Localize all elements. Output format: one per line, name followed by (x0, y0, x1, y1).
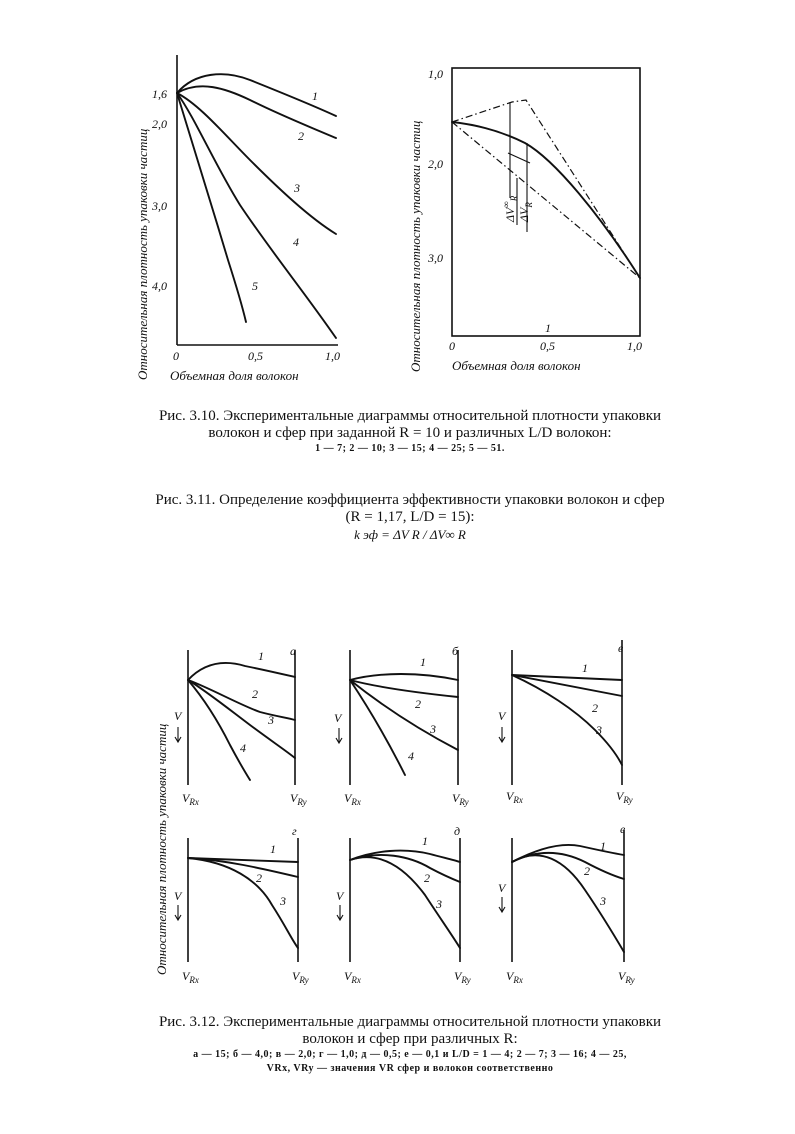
y-tick: 3,0 (152, 199, 167, 213)
panel-c (498, 640, 633, 805)
curve-label: 1 (258, 649, 264, 663)
delta-v-inf-label: $\Delta V^\infty_R$ (501, 195, 519, 222)
curve-label: 3 (268, 713, 274, 727)
y-tick: 4,0 (152, 279, 167, 293)
caption-line: волокон и сфер при заданной R = 10 и различных L/D волокон: (208, 425, 612, 441)
v-label: V (336, 889, 344, 903)
curve-label: 3 (436, 897, 442, 911)
arrow-down-icon (337, 905, 343, 920)
curve-2 (350, 855, 460, 882)
curve-4 (188, 680, 250, 780)
curve-label: 2 (298, 129, 304, 143)
panel-f (498, 822, 635, 985)
curve-label: 2 (256, 871, 262, 885)
x-left-label: $V_{Rx}$ (344, 791, 361, 807)
v-label: V (498, 881, 506, 895)
caption-line: Рис. 3.12. Экспериментальные диаграммы относительной плотности упаковки (158, 1014, 662, 1030)
caption-line: Рис. 3.10. Экспериментальные диаграммы относительной плотности упаковки (158, 408, 662, 424)
curve-label: 1 (312, 89, 318, 103)
curve-label: 1 (582, 661, 588, 675)
x-tick: 0 (173, 349, 179, 363)
x-axis-label: Объемная доля волокон (452, 358, 581, 373)
panel-a (174, 644, 307, 807)
delta-v-label: $\Delta V_R$ (517, 202, 534, 222)
curve-label: 1 (270, 842, 276, 856)
curve-label: 1 (420, 655, 426, 669)
arrow-down-icon (499, 727, 505, 742)
x-tick: 0,5 (540, 339, 555, 353)
curve-label: 1 (422, 834, 428, 848)
curve-label: 3 (600, 894, 606, 908)
caption-line: а — 15; б — 4,0; в — 2,0; г — 1,0; д — 0,5; е — 0,1 и L/D = 1 — 4; 2 — 7; 3 — 16; 4 — 25, (193, 1049, 627, 1060)
curve-label: 4 (408, 749, 414, 763)
curve-1 (188, 663, 295, 680)
formula: k эф = ΔV R / ΔV∞ R (354, 527, 466, 542)
curve-label: 2 (584, 864, 590, 878)
curve-label: 5 (252, 279, 258, 293)
x-tick: 1,0 (627, 339, 642, 353)
x-right-label: $V_{Ry}$ (290, 791, 307, 807)
panel-letter: е (620, 822, 626, 836)
curve-1 (350, 674, 458, 680)
y-tick: 2,0 (428, 157, 443, 171)
x-left-label: $V_{Rx}$ (344, 969, 361, 985)
curve-label: 2 (592, 701, 598, 715)
y-tick: 3,0 (428, 251, 443, 265)
y-axis-label: Относительная плотность упаковки частиц (154, 723, 169, 975)
panel-e (336, 824, 471, 985)
arrow-down-icon (175, 727, 181, 742)
arrow-down-icon (336, 728, 342, 743)
curve-label: 2 (415, 697, 421, 711)
x-tick: 0 (449, 339, 455, 353)
panel-b (334, 644, 469, 807)
curve-label: 4 (293, 235, 299, 249)
caption-line: (R = 1,17, L/D = 15): (345, 509, 475, 525)
caption-line: волокон и сфер при различных R: (302, 1031, 518, 1047)
panel-letter: д (454, 824, 461, 838)
x-tick: 0,5 (248, 349, 263, 363)
caption-line: 1 — 7; 2 — 10; 3 — 15; 4 — 25; 5 — 51. (315, 443, 505, 454)
panel-letter: б (452, 644, 459, 658)
panel-letter: а (290, 644, 296, 658)
x-right-label: $V_{Ry}$ (292, 969, 309, 985)
y-tick: 1,6 (152, 87, 167, 101)
curve-label: 3 (294, 181, 300, 195)
caption-line: Рис. 3.11. Определение коэффициента эффективности упаковки волокон и сфер (155, 492, 665, 508)
curve-2 (512, 853, 624, 879)
x-right-label: $V_{Ry}$ (616, 789, 633, 805)
curve-label: 3 (430, 722, 436, 736)
curve-label: 3 (280, 894, 286, 908)
curve-label: 2 (252, 687, 258, 701)
x-left-label: $V_{Rx}$ (506, 969, 523, 985)
curve-2 (350, 680, 458, 697)
y-tick: 2,0 (152, 117, 167, 131)
x-left-label: $V_{Rx}$ (182, 791, 199, 807)
v-label: V (174, 889, 182, 903)
curve-3 (350, 857, 460, 948)
arrow-down-icon (175, 905, 181, 920)
x-tick-top: 1 (545, 321, 551, 335)
x-right-label: $V_{Ry}$ (618, 969, 635, 985)
caption-line: VRx, VRy — значения VR сфер и волокон соответственно (266, 1063, 554, 1074)
caption-3-12 (60, 1014, 760, 1076)
curve-4 (350, 680, 405, 775)
y-axis-label: Относительная плотность упаковки частиц (408, 120, 423, 372)
x-tick: 1,0 (325, 349, 340, 363)
x-left-label: $V_{Rx}$ (506, 789, 523, 805)
v-label: V (334, 711, 342, 725)
curve-label: 3 (596, 723, 602, 737)
x-right-label: $V_{Ry}$ (452, 791, 469, 807)
curve-3 (512, 855, 624, 952)
y-tick: 1,0 (428, 67, 443, 81)
curve-3 (512, 675, 622, 765)
y-axis-label: Относительная плотность упаковки частиц (135, 128, 150, 380)
v-label: V (498, 709, 506, 723)
curve-1 (512, 845, 624, 862)
curve-label: 4 (240, 741, 246, 755)
curve-label: 2 (424, 871, 430, 885)
arrow-down-icon (499, 897, 505, 912)
x-right-label: $V_{Ry}$ (454, 969, 471, 985)
panel-letter: г (292, 824, 297, 838)
panel-letter: в (618, 641, 624, 655)
panel-d (174, 824, 309, 985)
curve-label: 1 (600, 839, 606, 853)
x-axis-label: Объемная доля волокон (170, 368, 299, 383)
x-left-label: $V_{Rx}$ (182, 969, 199, 985)
v-label: V (174, 709, 182, 723)
